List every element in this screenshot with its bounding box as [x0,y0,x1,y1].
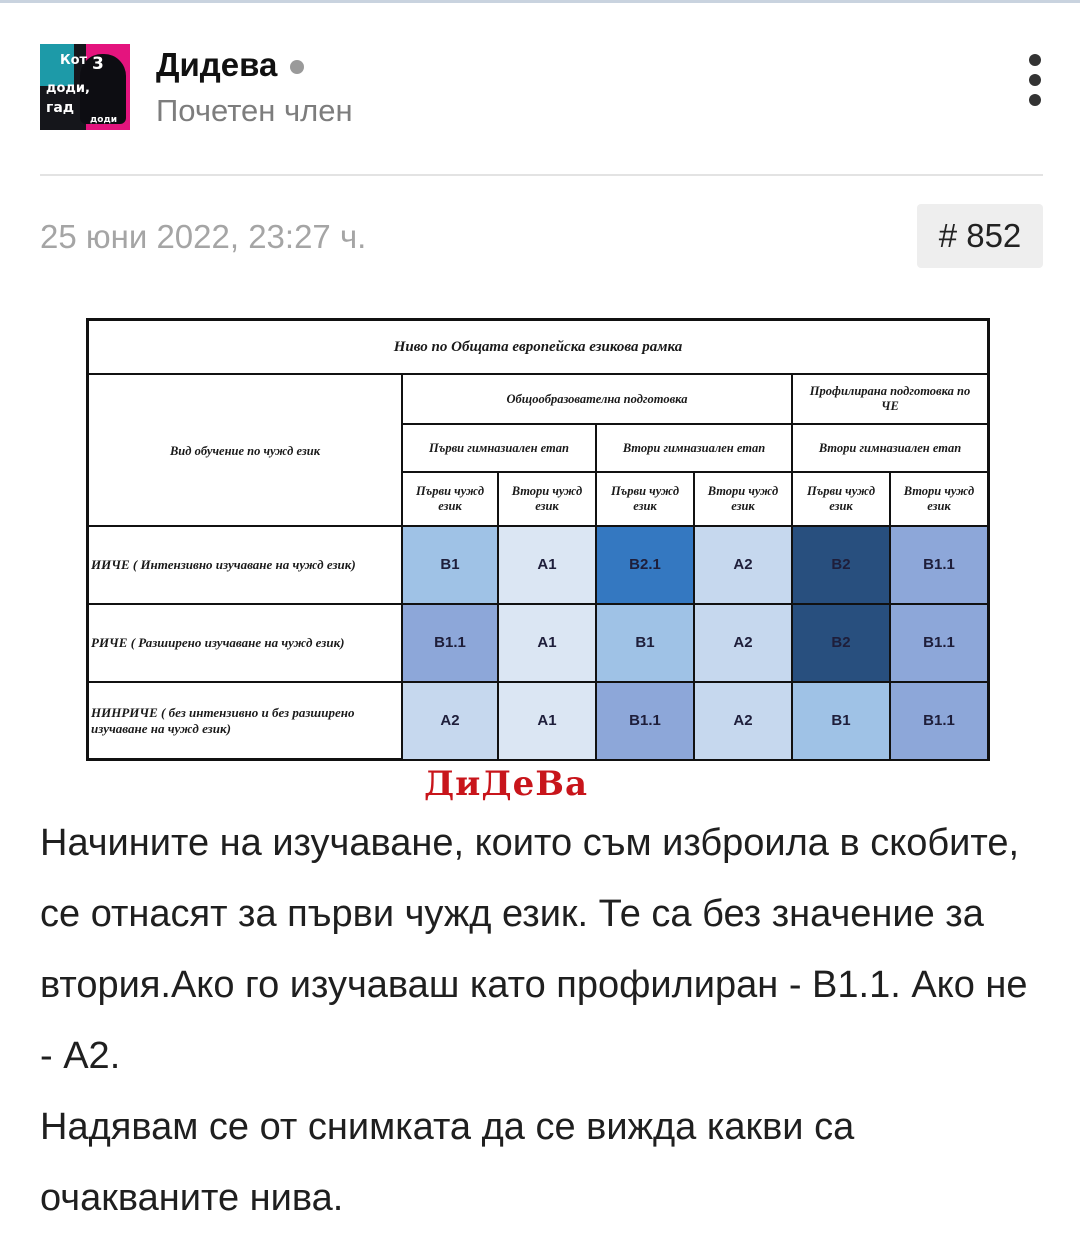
grid-line [889,471,891,758]
stage-second-profiled: Втори гимназиален етап [818,440,962,455]
grid-line [693,471,695,758]
header-divider [40,174,1043,176]
level-cell: A2 [695,605,791,681]
stage-first: Първи гимназиален етап [429,440,569,455]
top-divider [0,0,1080,3]
lang-first: Първи чужд език [610,484,680,513]
grid-line [89,373,987,375]
level-cell: B1.1 [891,605,987,681]
lang-first: Първи чужд език [415,484,485,513]
level-cell: B1.1 [597,683,693,759]
post-paragraph: Надявам се от снимката да се вижда какви са очакваните нива. [40,1106,855,1219]
level-cell: B1.1 [891,527,987,603]
lang-second: Втори чужд език [903,484,975,513]
level-cell: B1.1 [891,683,987,759]
grid-line [497,471,499,758]
watermark-logo: ДиДеВа [423,764,589,804]
author-name[interactable]: Дидева [156,46,278,83]
avatar-text: доди [90,115,118,125]
level-cell: A2 [695,527,791,603]
lang-second: Втори чужд език [511,484,583,513]
level-cell: A1 [499,683,595,759]
grid-line [401,423,987,425]
level-cell: A2 [403,683,497,759]
grid-line [89,681,987,683]
post-body [40,808,1050,1234]
table-title: Ниво по Общата европейска езикова рамка [393,339,683,355]
grid-line [89,603,987,605]
stage-second: Втори гимназиален етап [622,440,766,455]
level-cell: A1 [499,527,595,603]
row-header: Вид обучение по чужд език [169,443,321,458]
row-label: НИНРИЧЕ ( без интензивно и без разширено изучаване на чужд език) [91,705,355,736]
avatar-text: 3 [92,54,104,74]
avatar-text: гад [46,100,75,116]
grid-line [791,373,793,758]
level-cell: B2 [793,527,889,603]
group-general: Общообразователна подготовка [506,391,688,406]
level-cell: B1.1 [403,605,497,681]
grid-line [89,525,987,527]
post-date: 25 юни 2022, 23:27 ч. [40,218,367,255]
status-dot-icon [290,60,304,74]
post-number-badge[interactable]: # 852 [917,204,1043,268]
level-cell: B1 [403,527,497,603]
level-cell: B1 [597,605,693,681]
row-label: РИЧЕ ( Разширено изучаване на чужд език) [91,635,345,651]
post-paragraph: Начините на изучаване, които съм изброила в скобите, се отнасят за първи чужд език. Те са без значение за втория.Ако го изучаваш като профилиран - B1.1. Ако не - A2. [40,822,1028,1077]
grid-line [595,423,597,758]
row-label: ИИЧЕ ( Интензивно изучаване на чужд език) [91,557,356,573]
level-cell: B1 [793,683,889,759]
lang-first: Първи чужд език [806,484,876,513]
level-cell: A1 [499,605,595,681]
level-cell: B2.1 [597,527,693,603]
grid-line [401,373,403,758]
post-image-table[interactable] [86,318,990,761]
lang-second: Втори чужд език [707,484,779,513]
group-profiled: Профилирана подготовка по ЧЕ [809,384,971,413]
avatar-text: доди, [46,81,90,96]
level-cell: A2 [695,683,791,759]
avatar-text: Кот [60,53,88,68]
avatar[interactable] [40,44,130,130]
more-options-icon[interactable] [1024,52,1046,108]
author-role: Почетен член [156,93,353,128]
level-cell: B2 [793,605,889,681]
